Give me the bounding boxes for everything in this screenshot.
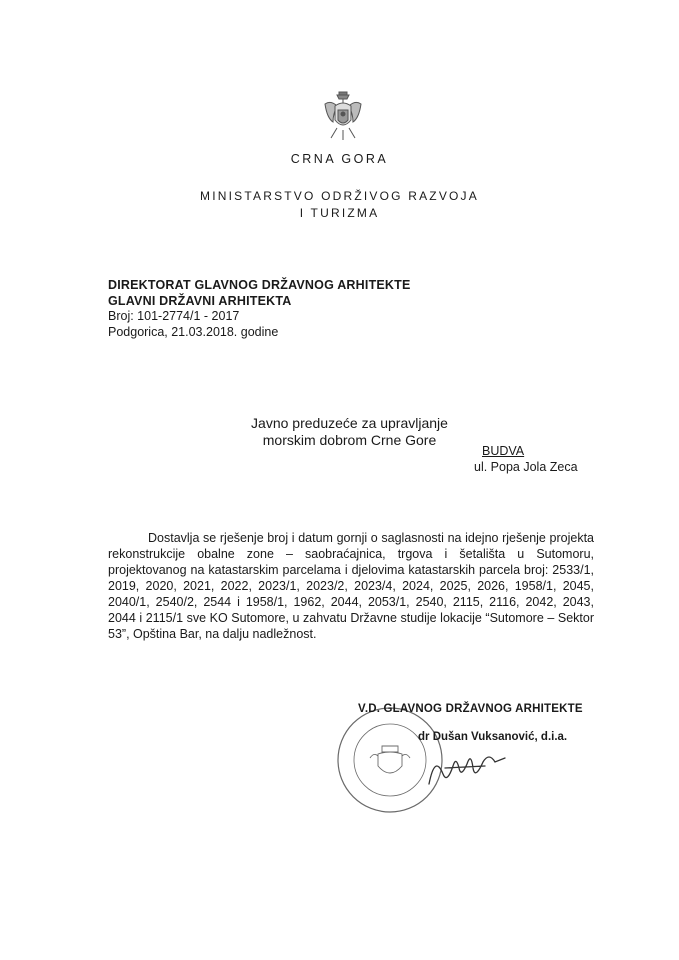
recipient-street: ul. Popa Jola Zeca: [474, 460, 578, 474]
document-number: Broj: 101-2774/1 - 2017: [108, 309, 240, 323]
handwritten-signature-icon: [425, 744, 515, 794]
sender-block: [108, 278, 411, 340]
montenegro-coat-of-arms-icon: [319, 88, 367, 144]
country-name: CRNA GORA: [290, 152, 389, 166]
place-date: Podgorica, 21.03.2018. godine: [108, 324, 279, 339]
office-name: GLAVNI DRŽAVNI ARHITEKTA: [108, 293, 292, 308]
ministry-line-1: MINISTARSTVO ODRŽIVOG RAZVOJA: [200, 189, 479, 203]
directorate-name: DIREKTORAT GLAVNOG DRŽAVNOG ARHITEKTE: [108, 278, 411, 292]
body-paragraph: Dostavlja se rješenje broj i datum gornji o saglasnosti na idejno rješenje projekta rekonstrukcije obalne zone – saobraćajnica, trgova i šetališta u Sutomoru, projektovanog na katastarskim parcelama i djelovima katastarskih parcela broj: 2533/1, 2019, 2020, 2021, 2022, 2023/1, 2023/2, 2023/4, 2024, 2025, 2026, 1958/1, 2045, 2040/1, 2540/2, 2544 i 1958/1, 1962, 2044, 2053/1, 2540, 2115, 2116, 2042, 2043, 2044 i 2115/1 sve KO Sutomore, u zahvatu Državne studije lokacije “Sutomore – Sektor 53”, Opština Bar, na dalju nadležnost.: [108, 531, 594, 641]
signatory-title: V.D. GLAVNOG DRŽAVNOG ARHITEKTE: [358, 703, 583, 715]
signatory-name: dr Dušan Vuksanović, d.i.a.: [418, 731, 568, 743]
recipient-line-2: morskim dobrom Crne Gore: [262, 432, 437, 448]
recipient-line-1: Javno preduzeće za upravljanje: [251, 415, 448, 431]
recipient-block: [0, 415, 679, 449]
recipient-city: BUDVA: [482, 444, 525, 458]
ministry-line-2: I TURIZMA: [299, 206, 380, 220]
ministry-name: [0, 188, 679, 222]
